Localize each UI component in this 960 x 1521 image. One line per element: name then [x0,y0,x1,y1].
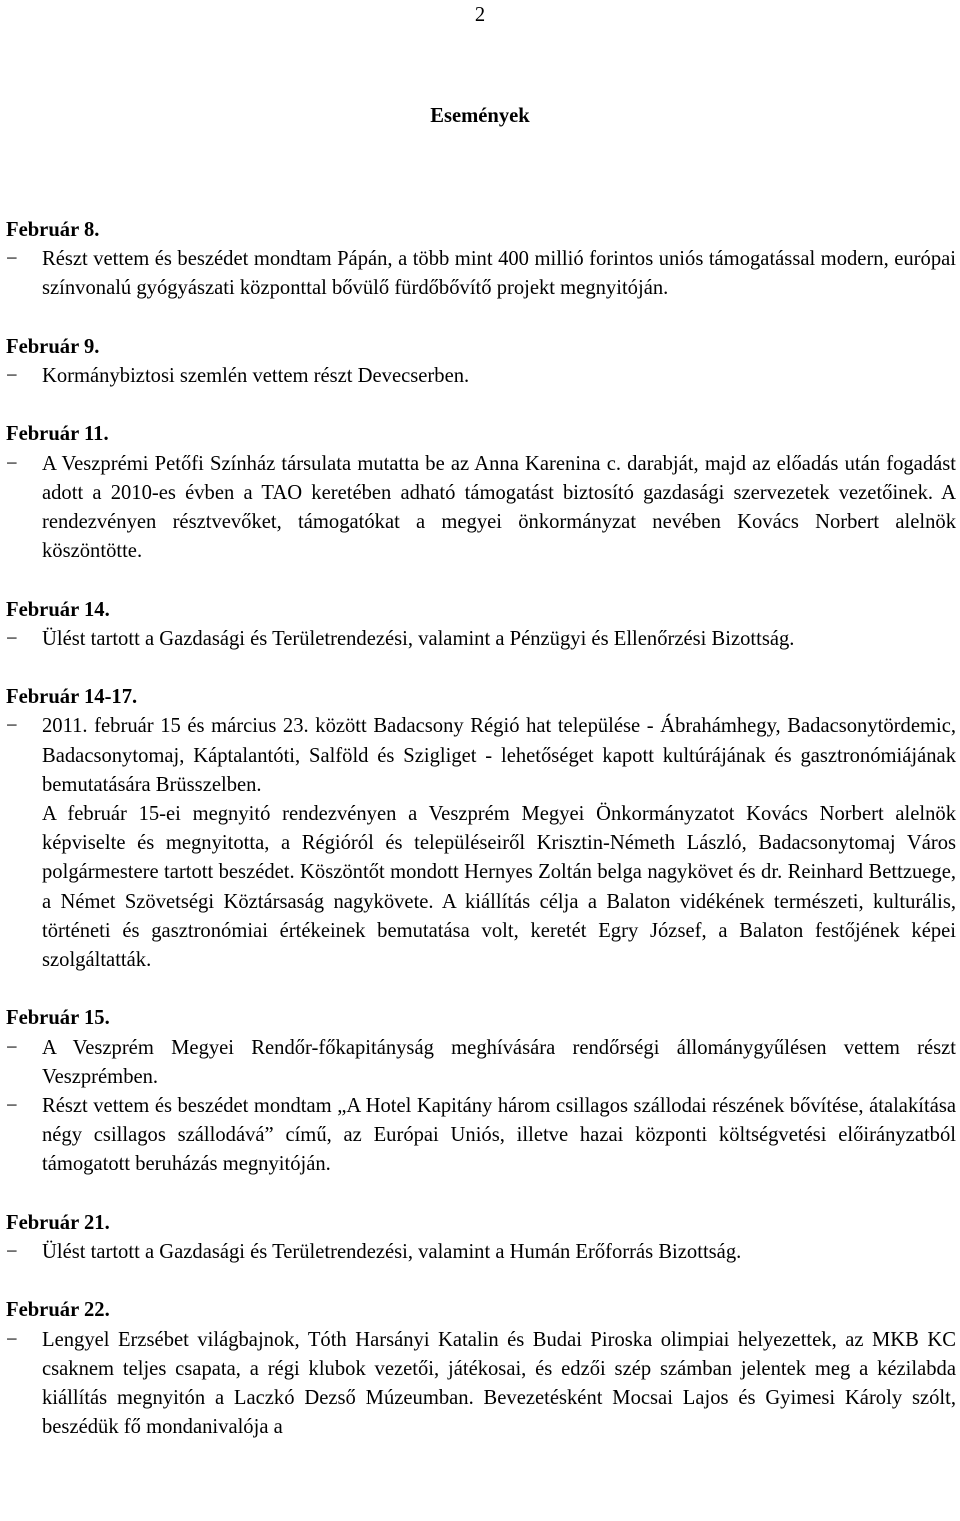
event-text: Részt vettem és beszédet mondtam „A Hotel Kapitány három csillagos szállodai részének bővítése, átalakítása négy csillagos szállodává” című, az Európai Uniós, illetve hazai központi költségvetési előirányzatból támogatott beruházás megnyitóján. [42,1095,956,1176]
event-section [6,1296,956,1442]
dash-bullet: − [6,1328,18,1351]
event-item [6,362,956,391]
dash-bullet: − [6,365,18,387]
event-items [6,362,956,391]
event-date: Február 11. [6,423,109,446]
event-date: Február 14-17. [6,686,138,709]
event-items [6,1238,956,1267]
event-section [6,333,956,391]
event-text: A Veszprémi Petőfi Színház társulata mutatta be az Anna Karenina c. darabját, majd az előadás után fogadást adott a 2010-es évben a TAO keretében adható támogatást biztosító gazdasági szervezetek vezetőinek. A rendezvényen résztvevőket, támogatókat a megyei önkormányzat nevében Kovács Norbert alelnök köszöntötte. [42,452,956,563]
event-section [6,683,956,975]
event-section [6,596,956,654]
event-section [6,216,956,304]
event-text: Ülést tartott a Gazdasági és Területrendezési, valamint a Humán Erőforrás Bizottság. [42,1241,742,1264]
event-item [6,1034,956,1092]
event-item [6,625,956,654]
event-item [6,1326,956,1443]
event-items [6,712,956,975]
dash-bullet: − [6,248,18,271]
event-text: A február 15-ei megnyitó rendezvényen a Veszprém Megyei Önkormányzatot Kovács Norbert alelnök képviselte és megnyitotta, a Régióról és településeiről Krisztin-Németh László, Badacsonytomaj Város polgármestere tartott beszédet. Köszöntőt mondott Hernyes Zoltán belga nagykövet és dr. Reinhard Bettzuege, a Német Szövetségi Köztársaság nagykövete. A kiállítás célja a Balaton vidékének természeti, kulturális, történeti és gasztronómiai értékeinek bemutatása volt, keretét Egry József, a Balaton festőjének képei szolgáltatták. [42,803,956,972]
event-date: Február 21. [6,1211,110,1234]
page-title: Események [430,105,530,127]
event-items [6,450,956,567]
event-section [6,1209,956,1267]
event-section [6,420,956,566]
event-date: Február 8. [6,219,100,241]
page-number: 2 [474,4,486,26]
event-item [6,712,956,975]
event-date: Február 15. [6,1007,110,1030]
dash-bullet: − [6,1036,18,1059]
event-items [6,1326,956,1443]
dash-bullet: − [6,1095,18,1118]
event-item [6,450,956,567]
event-text: Kormánybiztosi szemlén vettem részt Devecserben. [42,365,470,387]
event-date: Február 22. [6,1299,110,1322]
event-item [6,1092,956,1180]
event-items [6,625,956,654]
event-item [6,245,956,303]
event-text: A Veszprém Megyei Rendőr-főkapitányság meghívására rendőrségi állománygyűlésen vettem részt Veszprémben. [42,1036,956,1088]
dash-bullet: − [6,452,18,475]
event-text: Részt vettem és beszédet mondtam Pápán, a több mint 400 millió forintos uniós támogatással modern, európai színvonalú gyógyászati központtal bővülő fürdőbővítő projekt megnyitóján. [42,248,956,300]
event-item [6,1238,956,1267]
event-items [6,1034,956,1180]
event-text: Lengyel Erzsébet világbajnok, Tóth Harsányi Katalin és Budai Piroska olimpiai helyezettek, az MKB KC csaknem teljes csapata, a régi klubok vezetői, játékosai, és edzői szép számban jelentek meg a kézilabda kiállítás megnyitón a Laczkó Dezső Múzeumban. Bevezetésként Mocsai Lajos és Gyimesi Károly szólt, beszédük fő mondanivalója a [42,1328,956,1439]
dash-bullet: − [6,715,18,738]
event-text: 2011. február 15 és március 23. között Badacsony Régió hat települése - Ábrahámhegy, Badacsonytördemic, Badacsonytomaj, Káptalantóti, Salföld és Szigliget - lehetőséget kapott kultúrájának és gasztronómiájának bemutatására Brüsszelben. [42,715,956,796]
event-date: Február 9. [6,335,100,358]
dash-bullet: − [6,627,18,650]
event-text: Ülést tartott a Gazdasági és Területrendezési, valamint a Pénzügyi és Ellenőrzési Bizottság. [42,627,795,650]
event-items [6,245,956,303]
dash-bullet: − [6,1241,18,1264]
events-list [6,216,956,1442]
event-date: Február 14. [6,598,110,621]
event-section [6,1004,956,1179]
